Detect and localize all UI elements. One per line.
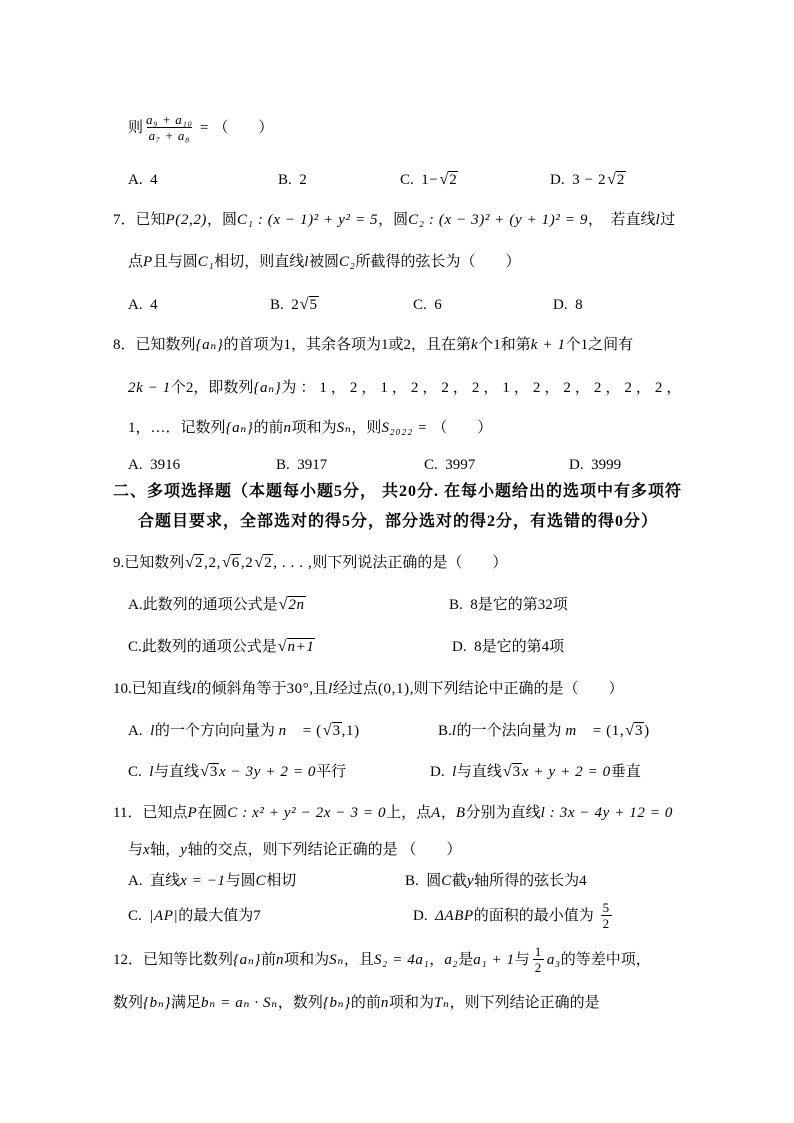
q11-option-c — [128, 906, 261, 926]
math-expression: n — [283, 420, 292, 436]
math-expression: C₂ : (x − 3)² + (y + 1)² = 9 — [408, 212, 588, 228]
text-segment: 相切，则直线 — [214, 254, 305, 270]
math-expression: l — [452, 764, 457, 780]
text-segment: 与直线 — [154, 764, 200, 780]
fraction — [146, 112, 193, 143]
fraction — [533, 944, 544, 975]
text-segment: 则下列说法正确的是（ ） — [312, 555, 508, 571]
option-text: C.此数列的通项公式是 — [128, 639, 277, 655]
text-segment: 与直线 — [456, 764, 502, 780]
math-expression: ,1) — [341, 723, 360, 739]
option-label: D. — [550, 172, 573, 188]
text-segment: ， — [440, 805, 456, 821]
math-expression: C₁ : (x − 1)² + y² = 5 — [237, 212, 379, 228]
question-10-stem — [113, 679, 623, 699]
fraction-denominator: 2 — [602, 916, 610, 931]
math-expression: 7 — [253, 908, 262, 924]
text-segment: 12．已知等比数列 — [113, 951, 234, 968]
question-6-stem — [128, 112, 273, 143]
math-expression: n — [380, 995, 389, 1011]
sqrt-sign: √ — [185, 554, 195, 571]
math-expression: a₃ — [546, 951, 561, 968]
math-expression: l — [191, 681, 197, 697]
math-expression: l — [328, 681, 333, 697]
option-text: A.此数列的通项公式是 — [128, 597, 278, 613]
math-expression: l — [150, 723, 155, 739]
radicand: 5 — [309, 297, 318, 313]
text-segment: 的首项为1，其余各项为1或2，且在第 — [223, 337, 472, 353]
text-segment: 被圆 — [309, 254, 340, 270]
sqrt-sign: √ — [277, 638, 287, 655]
math-expression: l — [304, 254, 310, 270]
answer-blank: （ ） — [213, 119, 274, 136]
math-expression: A — [431, 805, 441, 821]
math-expression: l — [655, 212, 661, 228]
fraction — [601, 900, 612, 931]
text-segment: 则 — [128, 119, 144, 136]
q11-option-a — [128, 871, 296, 891]
radicand: 2 — [195, 555, 204, 571]
q6-option-c — [400, 170, 458, 190]
radicand: 6 — [231, 555, 240, 571]
q9-option-b — [449, 595, 568, 615]
q8-option-b — [276, 455, 327, 475]
q6-option-d — [550, 170, 626, 190]
text-segment: 的一个方向向量为 — [154, 723, 279, 739]
text-segment: 10.已知直线 — [113, 681, 192, 697]
radicand: 2n — [288, 597, 305, 613]
question-8-line-2 — [128, 378, 685, 398]
math-expression: 4 — [579, 873, 588, 889]
text-segment: 7．已知 — [113, 212, 166, 228]
fraction-numerator: 1 — [534, 944, 542, 959]
option-label: D. — [430, 764, 453, 780]
math-expression: a₁ + 1 — [473, 951, 515, 968]
question-9-stem — [113, 553, 507, 573]
option-text: A. 直线 — [128, 873, 181, 889]
question-8-line-3 — [128, 418, 492, 438]
question-8-line-1 — [113, 335, 633, 355]
sqrt-sign: √ — [322, 722, 332, 739]
math-expression: n — [276, 951, 285, 968]
fraction-numerator: 5 — [602, 900, 610, 915]
option-label: B. — [438, 723, 452, 739]
text-segment: ，且 — [343, 951, 374, 968]
text-segment: 项和为 — [291, 420, 337, 436]
text-segment: ，圆 — [378, 212, 409, 228]
math-expression: ,2, — [204, 555, 221, 571]
math-expression: P(2,2) — [165, 212, 208, 228]
radicand: 3 — [635, 723, 644, 739]
option-text: D. 8 — [553, 297, 583, 313]
text-segment: 的面积的最小值为 — [473, 907, 598, 924]
fraction-denominator: a₇ + a₈ — [148, 128, 191, 143]
sqrt-sign: √ — [254, 554, 264, 571]
fraction-numerator: a₉ + a₁₀ — [146, 112, 193, 127]
text-segment: 9.已知数列 — [113, 555, 185, 571]
option-label: C. — [128, 764, 150, 780]
text-segment: 相切 — [266, 873, 297, 889]
math-expression: C : x² + y² − 2x − 3 = 0 — [227, 805, 387, 821]
math-expression: = — [195, 119, 214, 136]
text-segment: 11．已知点 — [113, 805, 188, 821]
radicand: 2 — [616, 172, 625, 188]
math-expression: k + 1 — [530, 337, 566, 353]
math-expression: 3 − 2 — [572, 172, 607, 188]
math-expression: P — [143, 254, 153, 270]
option-label: D. — [413, 907, 436, 924]
q8-option-d — [569, 455, 621, 475]
radicand: 3 — [332, 723, 341, 739]
q7-option-a — [128, 295, 158, 315]
math-expression: {aₙ} — [225, 420, 254, 436]
math-expression: C₂ — [339, 254, 356, 270]
text-segment: 截 — [451, 873, 467, 889]
text-segment: 且与圆 — [152, 254, 198, 270]
option-text: A. 3916 — [128, 457, 181, 473]
text-segment: 满足 — [171, 995, 202, 1011]
text-segment: 的一个法向量为 — [456, 723, 566, 739]
math-expression: Tₙ — [433, 995, 450, 1011]
q7-option-b — [270, 295, 319, 315]
math-expression: k — [471, 337, 479, 353]
option-text: B. 8是它的第32项 — [449, 597, 568, 613]
text-segment: 是 — [458, 951, 474, 968]
math-expression: 2k − 1 — [128, 380, 171, 396]
math-expression: x = −1 — [180, 873, 226, 889]
math-expression: l : 3x − 4y + 12 = 0 — [540, 805, 674, 821]
text-segment: 在圆 — [197, 805, 228, 821]
text-segment: 8．已知数列 — [113, 337, 196, 353]
text-segment: 与 — [128, 842, 144, 858]
sqrt-sign: √ — [625, 722, 635, 739]
text-segment: 轴的交点，则下列结论正确的是 （ ） — [187, 842, 462, 858]
math-expression: = (1, — [588, 723, 625, 739]
text-segment: 项和为 — [388, 995, 434, 1011]
math-expression: bₙ = aₙ · Sₙ — [201, 995, 278, 1011]
text-segment: 垂直 — [610, 764, 641, 780]
math-expression: l — [149, 764, 155, 780]
text-segment: ，圆 — [207, 212, 238, 228]
radicand: 3 — [209, 764, 218, 780]
section-heading: 合题目要求，全部选对的得5分，部分选对的得2分，有选错的得0分） — [138, 513, 659, 530]
q9-option-a — [128, 595, 306, 615]
text-segment: 与 — [514, 951, 530, 968]
text-segment: 个2，即数列 — [170, 380, 254, 396]
math-expression: Sₙ — [336, 420, 352, 436]
q6-option-a — [128, 170, 158, 190]
math-expression: P — [187, 805, 198, 821]
question-12-line-1 — [113, 944, 651, 975]
math-expression: S₂₀₂₂ = — [381, 420, 433, 436]
sqrt-sign: √ — [502, 763, 512, 780]
math-expression: C₁ — [197, 254, 215, 270]
math-expression: B — [455, 805, 466, 821]
option-label: B. 2 — [270, 297, 299, 313]
radicand: 3 — [512, 764, 521, 780]
q7-option-d — [553, 295, 583, 315]
text-segment: 数列 — [113, 995, 144, 1011]
text-segment: ,则下列结论中正确的是（ ） — [409, 681, 624, 697]
q10-option-d — [430, 762, 641, 782]
text-segment: 的等差中项， — [560, 951, 651, 968]
text-segment: ，则下列结论正确的是 — [449, 995, 600, 1011]
text-segment: 项和为 — [284, 951, 330, 968]
math-expression: l — [451, 723, 457, 739]
text-segment: 点 — [128, 254, 144, 270]
sequence-terms: 为：1，2，1，2，2，2，1，2，2，2，2，2， — [281, 380, 686, 396]
text-segment: 过 — [660, 212, 676, 228]
option-text: C. 6 — [413, 297, 442, 313]
option-text: B. 2 — [278, 172, 307, 188]
math-expression: x − 3y + 2 = 0 — [218, 764, 317, 780]
math-expression: S₂ = 4a₁ — [373, 951, 430, 968]
text-segment: 的前 — [253, 420, 284, 436]
math-expression: y — [466, 873, 475, 889]
option-label: C. — [128, 908, 150, 924]
math-expression: a₂ — [444, 951, 459, 968]
radicand: 2 — [264, 555, 273, 571]
math-expression: y — [180, 842, 188, 858]
option-label: C. — [400, 172, 422, 188]
text-segment: ，数列 — [277, 995, 323, 1011]
question-11-line-2 — [128, 840, 461, 860]
math-expression: , . . . , — [273, 555, 313, 571]
option-text: B. 圆 — [405, 873, 442, 889]
option-text: B. 3917 — [276, 457, 328, 473]
math-expression: 30° — [286, 681, 310, 697]
q10-option-a — [128, 721, 360, 741]
q6-option-b — [278, 170, 307, 190]
question-11-line-1 — [113, 803, 673, 823]
text-segment: 所截得的弦长为（ ） — [355, 254, 521, 270]
question-7-line-1 — [113, 210, 675, 230]
text-segment: ， — [429, 951, 445, 968]
sqrt-sign: √ — [200, 763, 209, 780]
math-expression: ,2 — [240, 555, 254, 571]
option-label: A. — [128, 723, 151, 739]
text-segment: ， 若直线 — [587, 212, 656, 228]
math-expression: x + y + 2 = 0 — [521, 764, 611, 780]
option-text: D. 8是它的第4项 — [452, 639, 565, 655]
text-segment: 与圆 — [225, 873, 256, 889]
fraction-denominator: 2 — [534, 960, 542, 975]
math-expression: {aₙ} — [233, 951, 261, 968]
question-7-line-2 — [128, 252, 520, 272]
q8-option-c — [424, 455, 475, 475]
math-expression: ΔABP — [435, 907, 474, 924]
option-text: A. 4 — [128, 297, 158, 313]
text-segment: ，则 — [351, 420, 382, 436]
section-heading: 二、多项选择题（本题每小题5分， 共20分. 在每小题给出的选项中有多项符 — [113, 483, 683, 500]
text-segment: 前 — [261, 951, 277, 968]
section-2-heading-line-2 — [138, 512, 658, 532]
text-segment: 上，点 — [386, 805, 432, 821]
math-expression: = ( — [298, 723, 322, 739]
text-segment: 平行 — [316, 764, 347, 780]
text-segment: 分别为直线 — [465, 805, 541, 821]
option-text: D. 3999 — [569, 457, 622, 473]
sqrt-sign: √ — [299, 296, 309, 313]
option-text: A. 4 — [128, 172, 158, 188]
radicand: n+1 — [287, 639, 315, 655]
section-2-heading-line-1 — [113, 482, 682, 502]
text-segment: 的前 — [350, 995, 381, 1011]
math-expression: x — [143, 842, 151, 858]
math-expression: {aₙ} — [253, 380, 282, 396]
text-segment: 个1和第 — [478, 337, 531, 353]
question-12-line-2 — [113, 993, 600, 1013]
sqrt-sign: √ — [278, 596, 288, 613]
answer-blank: （ ） — [432, 420, 493, 436]
math-expression: ) — [644, 723, 650, 739]
q8-option-a — [128, 455, 180, 475]
math-expression: Sₙ — [329, 951, 344, 968]
radicand: 2 — [449, 172, 458, 188]
text-segment: 经过点 — [332, 681, 378, 697]
q9-option-c — [128, 637, 315, 657]
option-text: C. 3997 — [424, 457, 476, 473]
text-segment: 1，…．记数列 — [128, 420, 226, 436]
sqrt-sign: √ — [221, 554, 231, 571]
math-expression: 1− — [421, 172, 439, 188]
math-expression: {bₙ} — [322, 995, 351, 1011]
q10-option-c — [128, 762, 346, 782]
text-segment: 轴所得的弦长为 — [474, 873, 580, 889]
math-expression: {bₙ} — [143, 995, 171, 1011]
sqrt-sign: √ — [607, 171, 616, 188]
q7-option-c — [413, 295, 442, 315]
q10-option-b — [438, 721, 650, 741]
text-segment: 轴， — [150, 842, 181, 858]
q11-option-b — [405, 871, 587, 891]
math-expression: C — [441, 873, 452, 889]
math-expression: {aₙ} — [195, 337, 224, 353]
math-expression: |AP| — [149, 908, 179, 924]
math-expression: C — [255, 873, 267, 889]
vector-symbol: m⃗ — [565, 723, 589, 739]
text-segment: 个1之间有 — [565, 337, 634, 353]
sqrt-sign: √ — [439, 171, 449, 188]
text-segment: 的倾斜角等于 — [196, 681, 287, 697]
text-segment: ,且 — [309, 681, 329, 697]
q9-option-d — [452, 637, 564, 657]
vector-symbol: n⃗ — [278, 723, 299, 739]
text-segment: 的最大值为 — [178, 908, 254, 924]
math-expression: (0,1) — [377, 681, 410, 697]
q11-option-d — [413, 900, 615, 931]
